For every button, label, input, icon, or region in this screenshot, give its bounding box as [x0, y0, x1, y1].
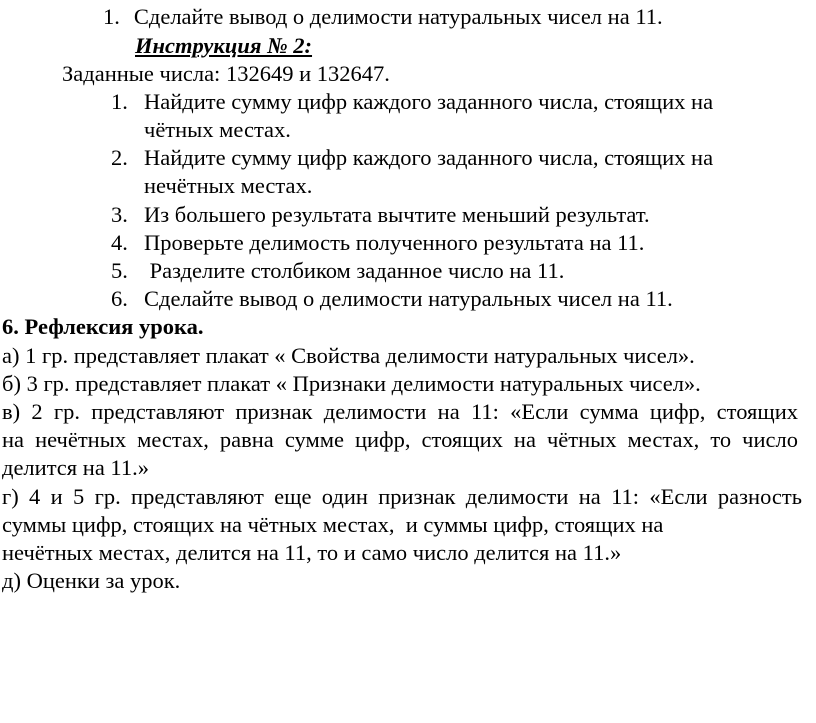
reflection-item-a: а) 1 гр. представляет плакат « Свойства делимости натуральных чисел».	[2, 343, 695, 368]
step-number: 4.	[111, 230, 128, 255]
step-number: 5.	[111, 258, 128, 283]
reflection-item-c-line-3: делится на 11.»	[2, 455, 149, 480]
instruction-title: Инструкция № 2:	[135, 33, 313, 58]
reflection-heading: 6. Рефлексия урока.	[2, 314, 204, 339]
step-number: 1.	[111, 89, 128, 114]
step-4	[111, 229, 128, 257]
step-2-line-1: Найдите сумму цифр каждого заданного числа, стоящих на	[144, 145, 714, 170]
step-5	[111, 257, 128, 285]
step-number: 6.	[111, 286, 128, 311]
given-numbers: Заданные числа: 132649 и 132647.	[62, 61, 390, 86]
top-list-item	[103, 3, 663, 31]
step-6	[111, 285, 128, 313]
reflection-item-c-line-1: в) 2 гр. представляют признак делимости на 11: «Если сумма цифр, стоящих	[2, 399, 798, 424]
step-1-line-1: Найдите сумму цифр каждого заданного числа, стоящих на	[144, 89, 714, 114]
top-item-number: 1.	[103, 4, 120, 29]
step-5-line-1: Разделите столбиком заданное число на 11.	[144, 258, 565, 283]
step-3-line-1: Из большего результата вычтите меньший результат.	[144, 202, 650, 227]
step-2	[111, 144, 128, 172]
step-2-line-2: нечётных местах.	[144, 173, 313, 198]
step-4-line-1: Проверьте делимость полученного результата на 11.	[144, 230, 645, 255]
step-1	[111, 88, 128, 116]
reflection-item-b: б) 3 гр. представляет плакат « Признаки делимости натуральных чисел».	[2, 371, 701, 396]
step-1-line-2: чётных местах.	[144, 117, 291, 142]
top-item-text: Сделайте вывод о делимости натуральных чисел на 11.	[133, 4, 663, 29]
reflection-item-d-line-3: нечётных местах, делится на 11, то и само число делится на 11.»	[2, 540, 622, 565]
reflection-item-d-line-1: г) 4 и 5 гр. представляют еще один признак делимости на 11: «Если разность	[2, 484, 802, 509]
reflection-item-c-line-2: на нечётных местах, равна сумме цифр, стоящих на чётных местах, то число	[2, 427, 798, 452]
step-number: 3.	[111, 202, 128, 227]
reflection-item-e: д) Оценки за урок.	[2, 568, 181, 593]
step-number: 2.	[111, 145, 128, 170]
step-3	[111, 201, 128, 229]
step-6-line-1: Сделайте вывод о делимости натуральных чисел на 11.	[144, 286, 673, 311]
reflection-item-d-line-2: суммы цифр, стоящих на чётных местах, и суммы цифр, стоящих на	[2, 512, 664, 537]
